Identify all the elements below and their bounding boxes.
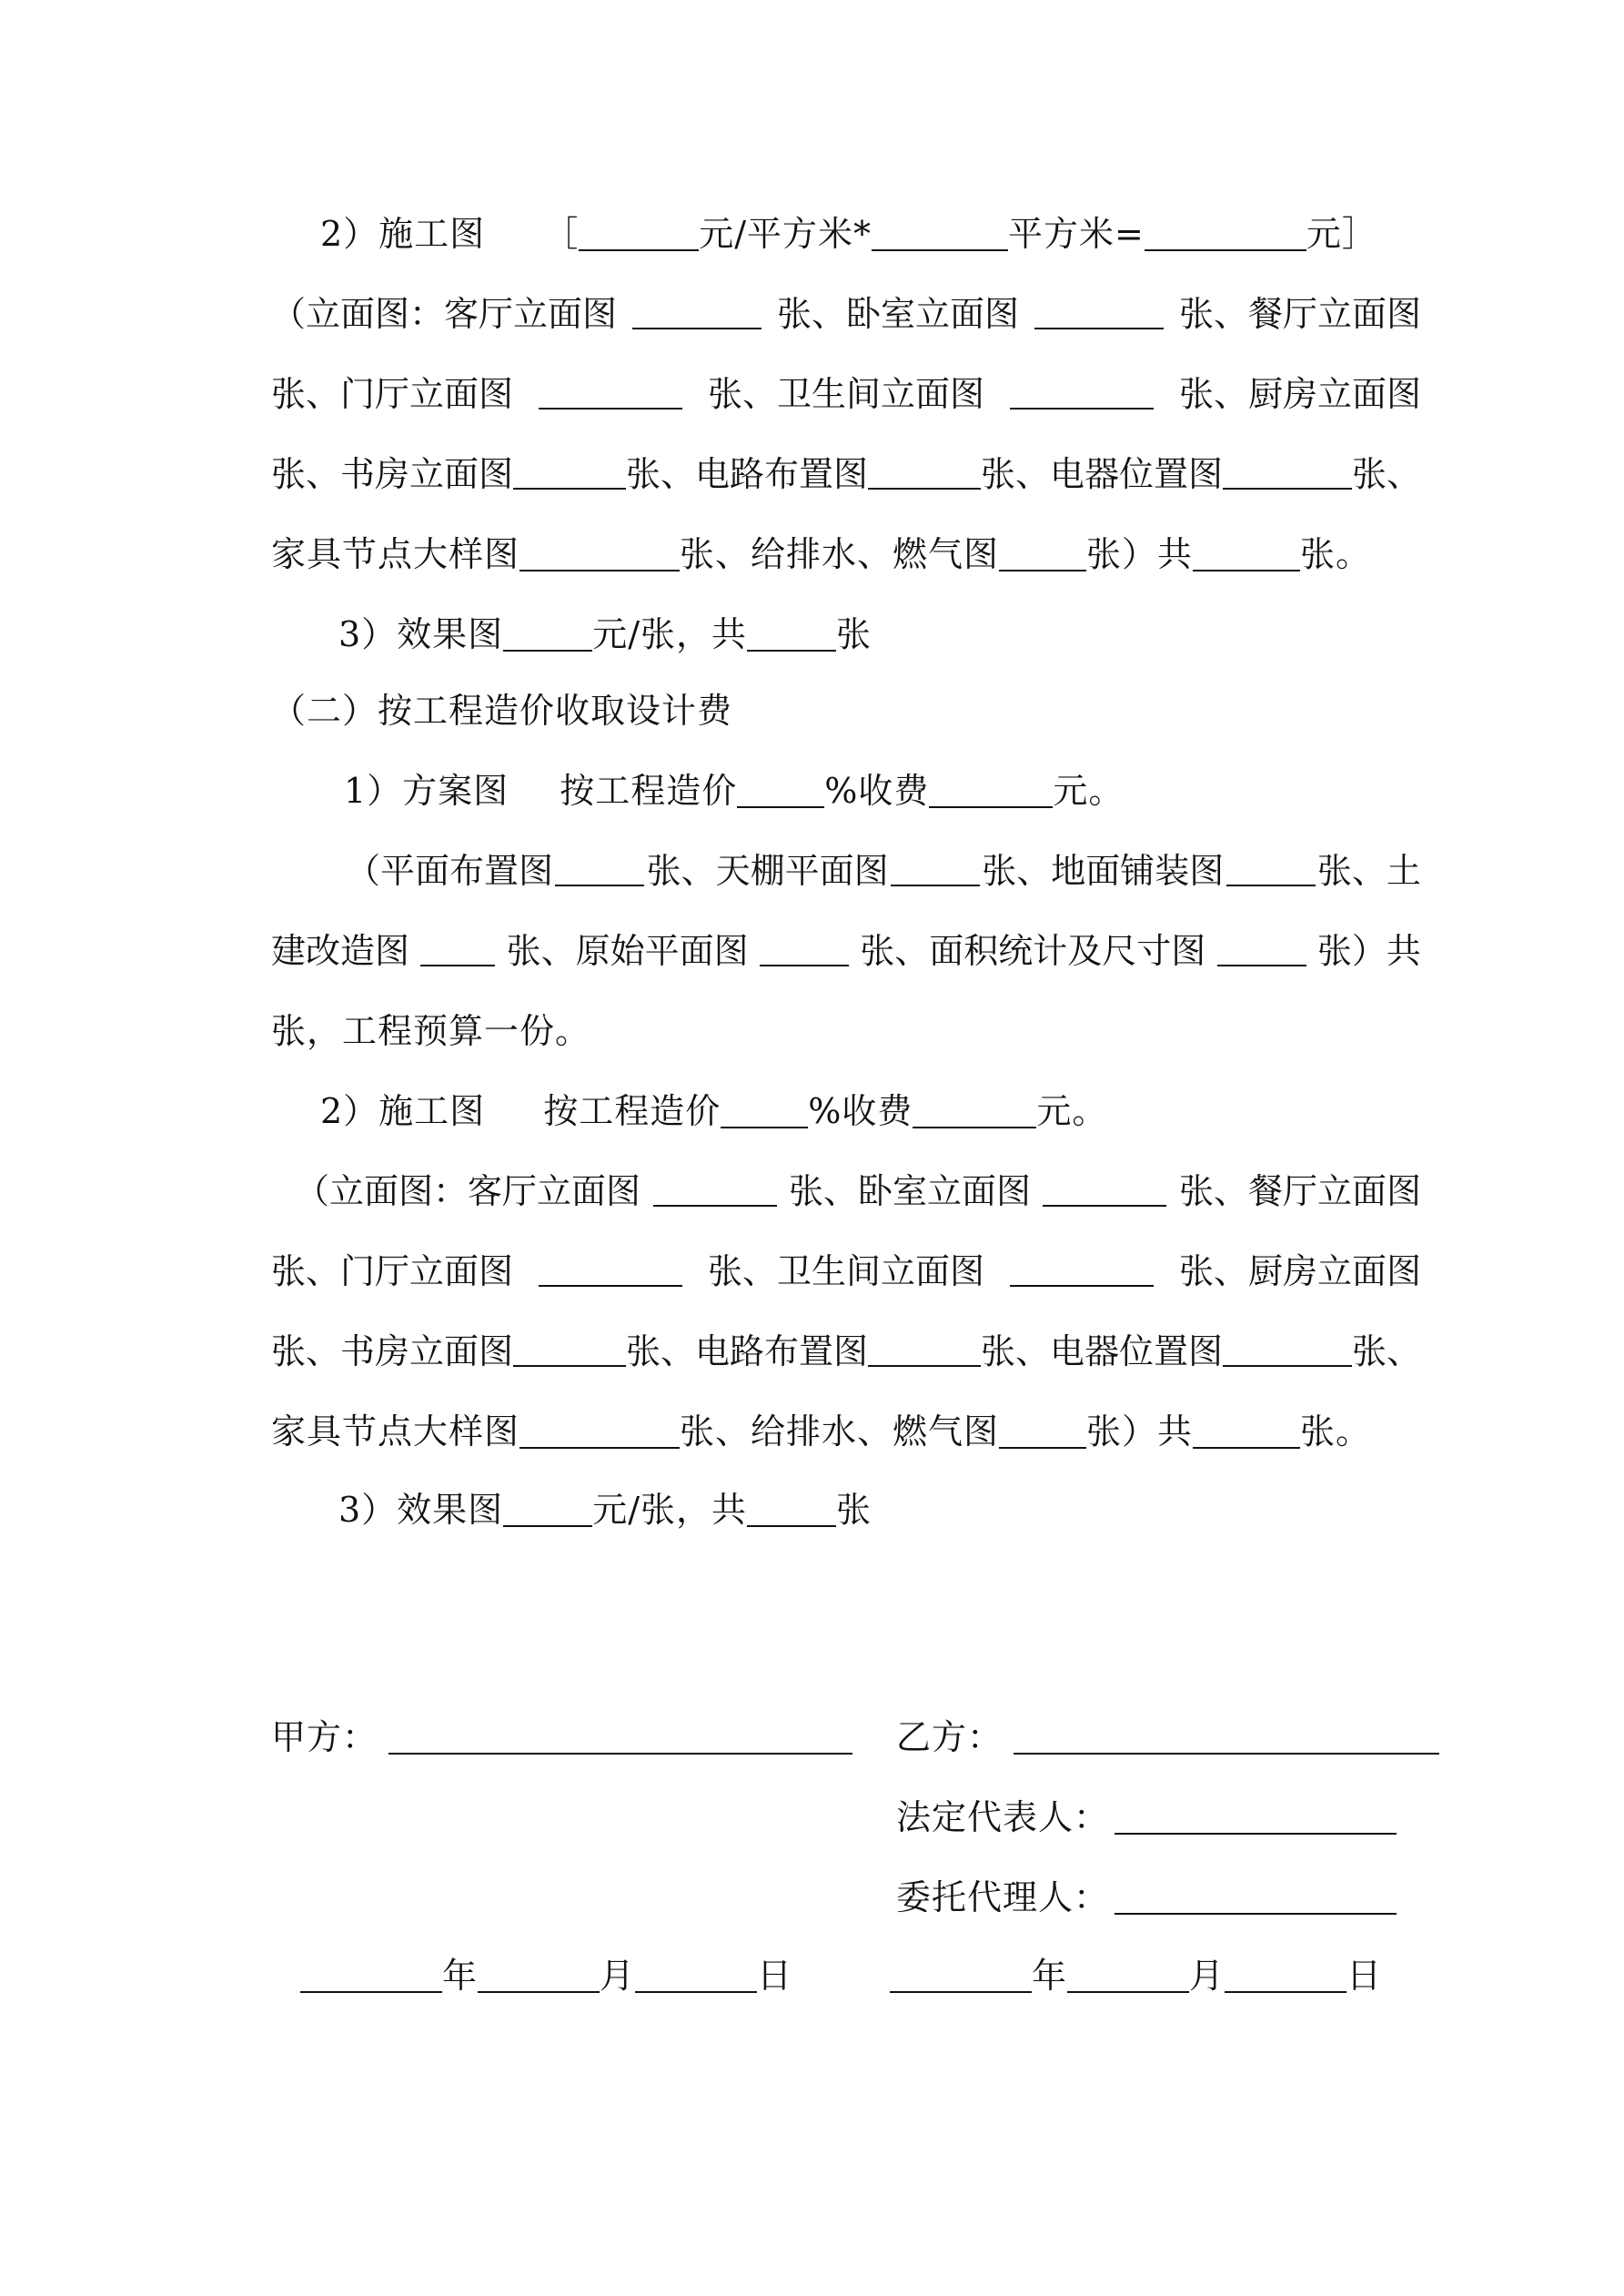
blank[interactable] <box>1226 854 1316 886</box>
blank[interactable] <box>653 1174 777 1207</box>
year-field[interactable] <box>890 1960 1032 1993</box>
month-field[interactable] <box>478 1960 600 1993</box>
party-b-signature-field[interactable] <box>1014 1722 1439 1755</box>
blank[interactable] <box>1193 1416 1300 1449</box>
month-field[interactable] <box>1067 1960 1189 1993</box>
blank[interactable] <box>1223 1334 1352 1367</box>
sec2-para2-line-2: 张、门厅立面图 张、卫生间立面图 张、厨房立面图 <box>271 1251 1421 1291</box>
blank[interactable] <box>519 539 680 571</box>
blank[interactable] <box>632 297 762 329</box>
day-field[interactable] <box>635 1960 757 1993</box>
blank[interactable] <box>513 1334 626 1367</box>
sec1-para-line-2: 张、门厅立面图 张、卫生间立面图 张、厨房立面图 <box>271 374 1421 414</box>
blank[interactable] <box>579 218 699 251</box>
agent-label: 委托代理人： <box>896 1877 1110 1917</box>
blank[interactable] <box>1193 539 1300 571</box>
blank[interactable] <box>420 934 495 966</box>
item-label: 2）施工图 <box>320 214 486 254</box>
blank[interactable] <box>913 1096 1036 1128</box>
party-a-date: 年 月 日 <box>300 1958 792 1993</box>
blank[interactable] <box>1010 377 1154 410</box>
blank[interactable] <box>929 775 1053 808</box>
blank[interactable] <box>747 1494 836 1527</box>
blank[interactable] <box>1034 297 1164 329</box>
blank[interactable] <box>868 1334 981 1367</box>
party-b-line <box>896 1717 1439 1757</box>
legal-rep-label: 法定代表人： <box>896 1797 1110 1837</box>
legal-rep-signature-field[interactable] <box>1115 1802 1397 1835</box>
year-field[interactable] <box>300 1960 442 1993</box>
sec2-para2-line-3: 张、书房立面图 张、电路布置图 张、电器位置图 张、 <box>271 1331 1421 1371</box>
agent-signature-field[interactable] <box>1115 1882 1397 1915</box>
blank[interactable] <box>519 1416 680 1449</box>
party-a-signature-field[interactable] <box>388 1722 852 1755</box>
blank[interactable] <box>1217 934 1306 966</box>
blank[interactable] <box>513 457 626 490</box>
blank[interactable] <box>891 854 980 886</box>
blank[interactable] <box>503 1494 592 1527</box>
sec1-item3-line: 3）效果图 元/张，共 张 <box>338 614 873 654</box>
sec2-heading: （二）按工程造价收取设计费 <box>271 691 733 731</box>
blank[interactable] <box>868 457 981 490</box>
party-a-line <box>271 1717 852 1757</box>
sec2-para2-line-4: 家具节点大样图 张、给排水、燃气图 张）共 张。 <box>271 1411 1372 1451</box>
sec2-para1-line-2: 建改造图 张、原始平面图 张、面积统计及尺寸图 张）共 <box>271 931 1421 971</box>
blank[interactable] <box>1223 457 1352 490</box>
sec1-para-line-1: （立面图：客厅立面图 张、卧室立面图 张、餐厅立面图 <box>271 294 1421 334</box>
party-a-label: 甲方： <box>271 1717 378 1757</box>
blank[interactable] <box>503 619 592 652</box>
blank[interactable] <box>555 854 644 886</box>
sec2-para1-line-1: （平面布置图 张、天棚平面图 张、地面铺装图 张、土 <box>346 851 1421 891</box>
blank[interactable] <box>872 218 1008 251</box>
party-b-date: 年 月 日 <box>890 1958 1382 1993</box>
blank[interactable] <box>1010 1254 1154 1287</box>
party-b-label: 乙方： <box>896 1717 1004 1757</box>
blank[interactable] <box>737 775 824 808</box>
day-field[interactable] <box>1225 1960 1347 1993</box>
blank[interactable] <box>1043 1174 1166 1207</box>
blank[interactable] <box>999 539 1086 571</box>
blank[interactable] <box>539 1254 682 1287</box>
sec2-para1-line-3: 张，工程预算一份。 <box>271 1011 591 1051</box>
sec1-item2-line: 2）施工图 ［ 元/平方米* 平方米= 元］ <box>320 214 1377 254</box>
sec1-para-line-3: 张、书房立面图 张、电路布置图 张、电器位置图 张、 <box>271 454 1421 494</box>
blank[interactable] <box>539 377 682 410</box>
blank[interactable] <box>1145 218 1306 251</box>
blank[interactable] <box>721 1096 808 1128</box>
sec2-item2-line: 2）施工图 按工程造价 %收费 元。 <box>320 1091 1108 1131</box>
agent-line <box>896 1877 1397 1917</box>
sec2-item3-line: 3）效果图 元/张，共 张 <box>338 1490 873 1530</box>
blank[interactable] <box>747 619 836 652</box>
sec2-para2-line-1: （立面图：客厅立面图 张、卧室立面图 张、餐厅立面图 <box>295 1171 1421 1211</box>
legal-rep-line <box>896 1797 1397 1837</box>
blank[interactable] <box>999 1416 1086 1449</box>
sec1-para-line-4: 家具节点大样图 张、给排水、燃气图 张）共 张。 <box>271 534 1372 574</box>
blank[interactable] <box>760 934 849 966</box>
sec2-item1-line: 1）方案图 按工程造价 %收费 元。 <box>344 771 1125 811</box>
